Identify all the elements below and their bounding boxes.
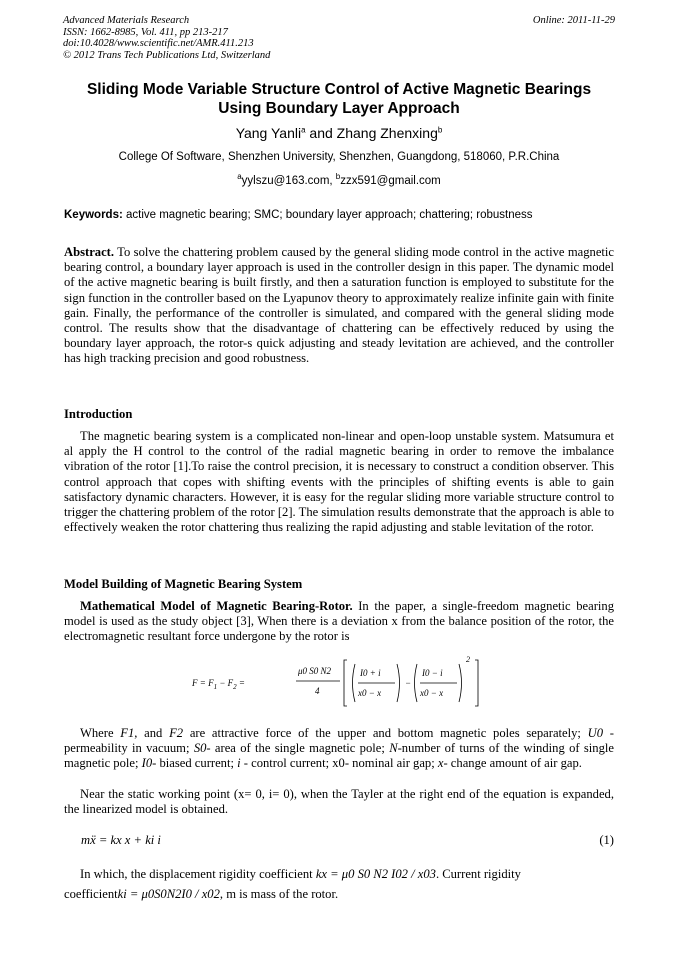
journal-copyright: © 2012 Trans Tech Publications Ltd, Switzerland <box>63 49 271 61</box>
eq-right-bracket <box>475 660 478 706</box>
eq1-number: (1) <box>599 833 614 847</box>
where-paragraph <box>64 726 614 772</box>
rigidity-line-2 <box>64 886 614 903</box>
where-u0: U0 <box>587 726 604 740</box>
where-f1: F1 <box>120 726 135 740</box>
abstract-text: To solve the chattering problem caused by the general sliding mode control in the active magnetic bearing control, a boundary layer approach is used in the controller design in this paper. The dynamic model of the active magnetic bearing is built firstly, and then a saturation function is employed to substitute for the sign function in the controller based on the Lyapunov theory to approximately realize infinite gain with finite gain. Finally, the performance of the controller is simulated, and compared with the general sliding mode control. The results show that the disadvantage of chattering can be effectively reduced by using the boundary layer approach, the rotor-s quick adjusting and steady levitation are achieved, and the controller has high tracking precision and good robustness. <box>64 245 614 366</box>
where-text-3: are attractive force of the upper and bottom magnetic poles separately; <box>183 726 588 740</box>
eq-minus-mid: − <box>405 678 412 688</box>
eq-frac2-den: x0 − x <box>420 688 444 698</box>
rigidity-line-1 <box>64 866 614 883</box>
paper-title <box>60 80 618 118</box>
eq-paren-1-right <box>397 664 400 702</box>
journal-doi: doi:10.4028/www.scientific.net/AMR.411.213 <box>63 38 254 49</box>
journal-header <box>63 15 615 61</box>
abstract <box>64 245 614 367</box>
eq-left-bracket <box>344 660 347 706</box>
where-x: x <box>437 756 444 771</box>
author-2-sup: b <box>437 125 443 135</box>
authors <box>0 125 678 141</box>
author-1: Yang Yanli <box>235 125 302 141</box>
emails <box>0 172 678 187</box>
keywords-label: Keywords: <box>64 209 123 221</box>
keywords-text: active magnetic bearing; SMC; boundary layer approach; chattering; robustness <box>122 209 533 221</box>
abstract-label: Abstract. <box>64 245 115 259</box>
where-f2: F2 <box>169 726 184 740</box>
where-text-6: -number of turns of the winding of single magnetic pole; <box>64 741 614 771</box>
email-b-sup: b <box>335 172 341 181</box>
eq-exponent: 2 <box>466 655 470 664</box>
where-text-2: , and <box>134 726 170 740</box>
where-text-7: - biased current; <box>152 756 238 771</box>
math-model-paragraph <box>64 599 614 645</box>
intro-heading: Introduction <box>64 407 133 421</box>
where-i0: I0 <box>141 756 153 771</box>
eq-paren-2-right <box>459 664 462 702</box>
email-a[interactable]: yylszu@163.com, <box>241 174 336 187</box>
where-s0: S0 <box>193 741 207 756</box>
rigidity-formula-2: ki = μ0S0N2I0 / x02 <box>117 887 220 901</box>
where-text-4: -permeability in vacuum; <box>64 726 614 756</box>
where-n: N <box>389 741 398 756</box>
eq-denominator: 4 <box>315 686 320 696</box>
model-heading: Model Building of Magnetic Bearing System <box>64 577 303 591</box>
rigidity-text-1b: . Current rigidity <box>435 867 521 881</box>
journal-name: Advanced Materials Research <box>63 15 190 26</box>
where-i: i <box>237 756 241 771</box>
eq-frac1-den: x0 − x <box>358 688 382 698</box>
author-and: and <box>305 125 337 141</box>
math-model-label: Mathematical Model of Magnetic Bearing-Rotor. <box>80 599 353 613</box>
eq-lhs: $F = F_1 - F_2$ = <box>192 678 245 691</box>
author-2: Zhang Zhenxing <box>336 125 438 141</box>
eq1-formula: mẍ = kx x + ki i <box>81 833 161 847</box>
rigidity-text-2a: coefficient <box>64 887 118 901</box>
journal-issn: ISSN: 1662-8985, Vol. 411, pp 213-217 <box>63 26 228 38</box>
author-1-sup: a <box>301 125 306 135</box>
online-date: Online: 2011-11-29 <box>532 15 615 26</box>
title-line-2: Using Boundary Layer Approach <box>218 100 460 117</box>
static-paragraph: Near the static working point (x= 0, i= 0), when the Tayler at the right end of the equation is expanded, the linearized model is obtained. <box>64 787 614 817</box>
math-model-text: In the paper, a single-freedom magnetic bearing model is used as the study object [3], When there is a deviation x from the balance position of the rotor, the electromagnetic resultant force undergone by the rotor is <box>64 599 614 644</box>
email-a-sup: a <box>237 172 242 181</box>
eq-frac1-num: I0 + i <box>360 668 381 678</box>
title-line-1: Sliding Mode Variable Structure Control of Active Magnetic Bearings <box>86 81 592 98</box>
intro-paragraph: The magnetic bearing system is a complicated non-linear and open-loop unstable system. Matsumura et al apply the H control to the control of the radial magnetic bearing in order to remove the imbalance vibration of the rotor [1].To raise the control precision, it is necessary to construct a condition observer. This control approach that copes with shifting events with the principles of shifting events is able to gain satisfactory dynamic characters. However, it is easy for the regular sliding more variable structure control to trigger the chattering problem of the rotor [2]. The simulation results demonstrate that the approach is able to effectively weaken the rotor chattering thus realizing the rapid adjusting and stable levitation of the rotor. <box>64 429 614 535</box>
affiliation: College Of Software, Shenzhen University, Shenzhen, Guangdong, 518060, P.R.China <box>118 151 560 163</box>
eq-paren-1-left <box>353 664 356 702</box>
where-text-1: Where <box>80 726 121 740</box>
email-b[interactable]: zzx591@gmail.com <box>340 174 441 187</box>
rigidity-text-1a: In which, the displacement rigidity coefficient <box>80 867 316 881</box>
eq-frac2-num: I0 − i <box>422 668 443 678</box>
keywords <box>64 209 616 221</box>
where-text-9: - change amount of air gap. <box>443 756 582 771</box>
force-equation <box>190 650 490 710</box>
where-text-8: - control current; x0- nominal air gap; <box>240 756 438 771</box>
rigidity-text-2b: , m is mass of the rotor. <box>219 887 339 901</box>
rigidity-formula-1: kx = μ0 S0 N2 I02 / x03 <box>315 867 436 881</box>
eq-numerator: μ0 S0 N2 <box>298 666 332 676</box>
eq-paren-2-left <box>415 664 418 702</box>
where-text-5: - area of the single magnetic pole; <box>206 741 390 756</box>
